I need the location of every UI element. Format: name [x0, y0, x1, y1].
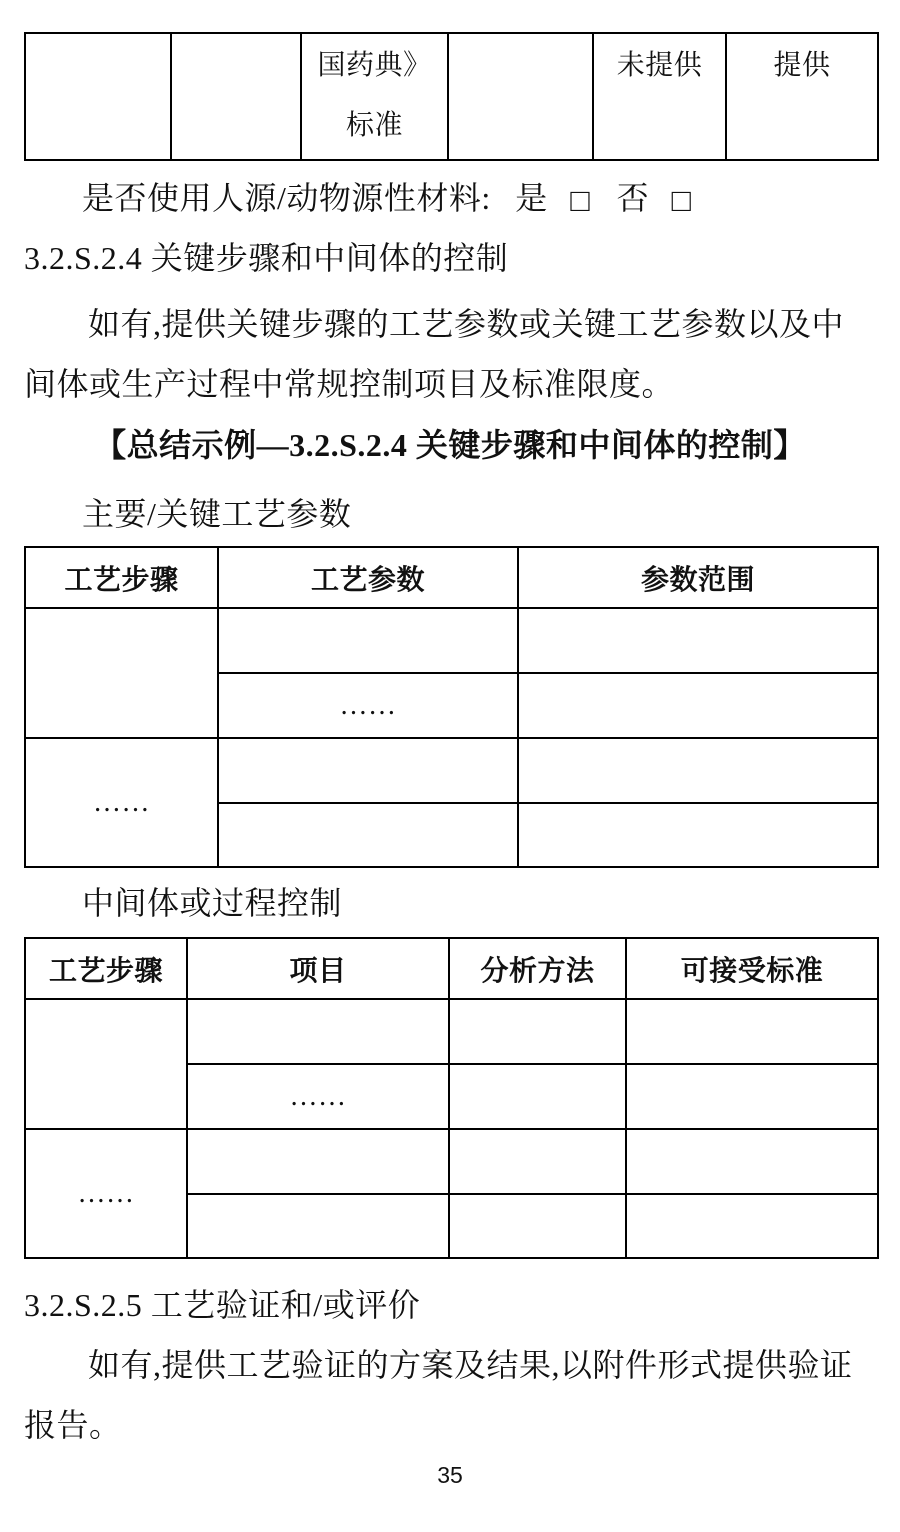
section-3-2-s-2-5-paragraph: 如有,提供工艺验证的方案及结果,以附件形式提供验证报告。 [24, 1347, 853, 1443]
column-header-process-step: 工艺步骤 [25, 547, 218, 608]
material-question-yes-label: 是 [515, 180, 548, 216]
controls-table-caption: 中间体或过程控制 [82, 885, 343, 921]
table-cell [518, 673, 878, 738]
summary-example-heading: 【总结示例—3.2.S.2.4 关键步骤和中间体的控制】 [94, 427, 806, 463]
table-cell [448, 33, 593, 160]
table-cell [626, 1129, 878, 1194]
table-cell [187, 1129, 449, 1194]
table-cell-ellipsis: …… [218, 673, 518, 738]
table-cell [218, 803, 518, 867]
page-number: 35 [437, 1462, 463, 1488]
table-cell [449, 1064, 626, 1129]
table-cell [449, 999, 626, 1064]
section-3-2-s-2-4-paragraph: 如有,提供关键步骤的工艺参数或关键工艺参数以及中间体或生产过程中常规控制项目及标准限度。 [24, 306, 845, 402]
table-cell [626, 1194, 878, 1258]
section-heading-3-2-s-2-4: 3.2.S.2.4 关键步骤和中间体的控制 [24, 240, 509, 276]
table-cell-pharmacopoeia-standard: 国药典》标准 [301, 33, 448, 160]
table-cell [518, 608, 878, 673]
no-checkbox[interactable]: □ [671, 182, 692, 218]
table-cell [518, 803, 878, 867]
table-cell [626, 1064, 878, 1129]
table-row [25, 608, 878, 673]
table-cell [171, 33, 301, 160]
table-cell [626, 999, 878, 1064]
yes-checkbox[interactable]: □ [570, 182, 591, 218]
material-question-line [24, 168, 876, 228]
table-cell-provided: 提供 [726, 33, 878, 160]
material-question-prompt: 是否使用人源/动物源性材料: [82, 180, 491, 216]
table-row [25, 738, 878, 803]
column-header-process-parameter: 工艺参数 [218, 547, 518, 608]
table-header-row [25, 938, 878, 999]
table-cell [187, 999, 449, 1064]
params-table-caption: 主要/关键工艺参数 [82, 496, 352, 532]
table-cell-not-provided: 未提供 [593, 33, 726, 160]
table-header-row [25, 547, 878, 608]
params-table [24, 546, 879, 868]
table-cell [218, 738, 518, 803]
column-header-acceptance-criteria: 可接受标准 [626, 938, 878, 999]
column-header-process-step: 工艺步骤 [25, 938, 187, 999]
column-header-analysis-method: 分析方法 [449, 938, 626, 999]
column-header-parameter-range: 参数范围 [518, 547, 878, 608]
table-cell-ellipsis: …… [25, 1129, 187, 1258]
controls-table [24, 937, 879, 1259]
table-cell-ellipsis: …… [25, 738, 218, 867]
table-cell [25, 608, 218, 738]
table-cell [518, 738, 878, 803]
table-cell [218, 608, 518, 673]
table-cell [25, 33, 171, 160]
column-header-item: 项目 [187, 938, 449, 999]
table-cell [449, 1194, 626, 1258]
table-cell [449, 1129, 626, 1194]
table-cell [187, 1194, 449, 1258]
table-cell-ellipsis: …… [187, 1064, 449, 1129]
table-row [25, 999, 878, 1064]
table-row [25, 33, 878, 160]
section-heading-3-2-s-2-5: 3.2.S.2.5 工艺验证和/或评价 [24, 1287, 421, 1323]
table-cell [25, 999, 187, 1129]
top-fragment-table [24, 32, 879, 161]
material-question-no-label: 否 [616, 180, 650, 216]
table-row [25, 1129, 878, 1194]
